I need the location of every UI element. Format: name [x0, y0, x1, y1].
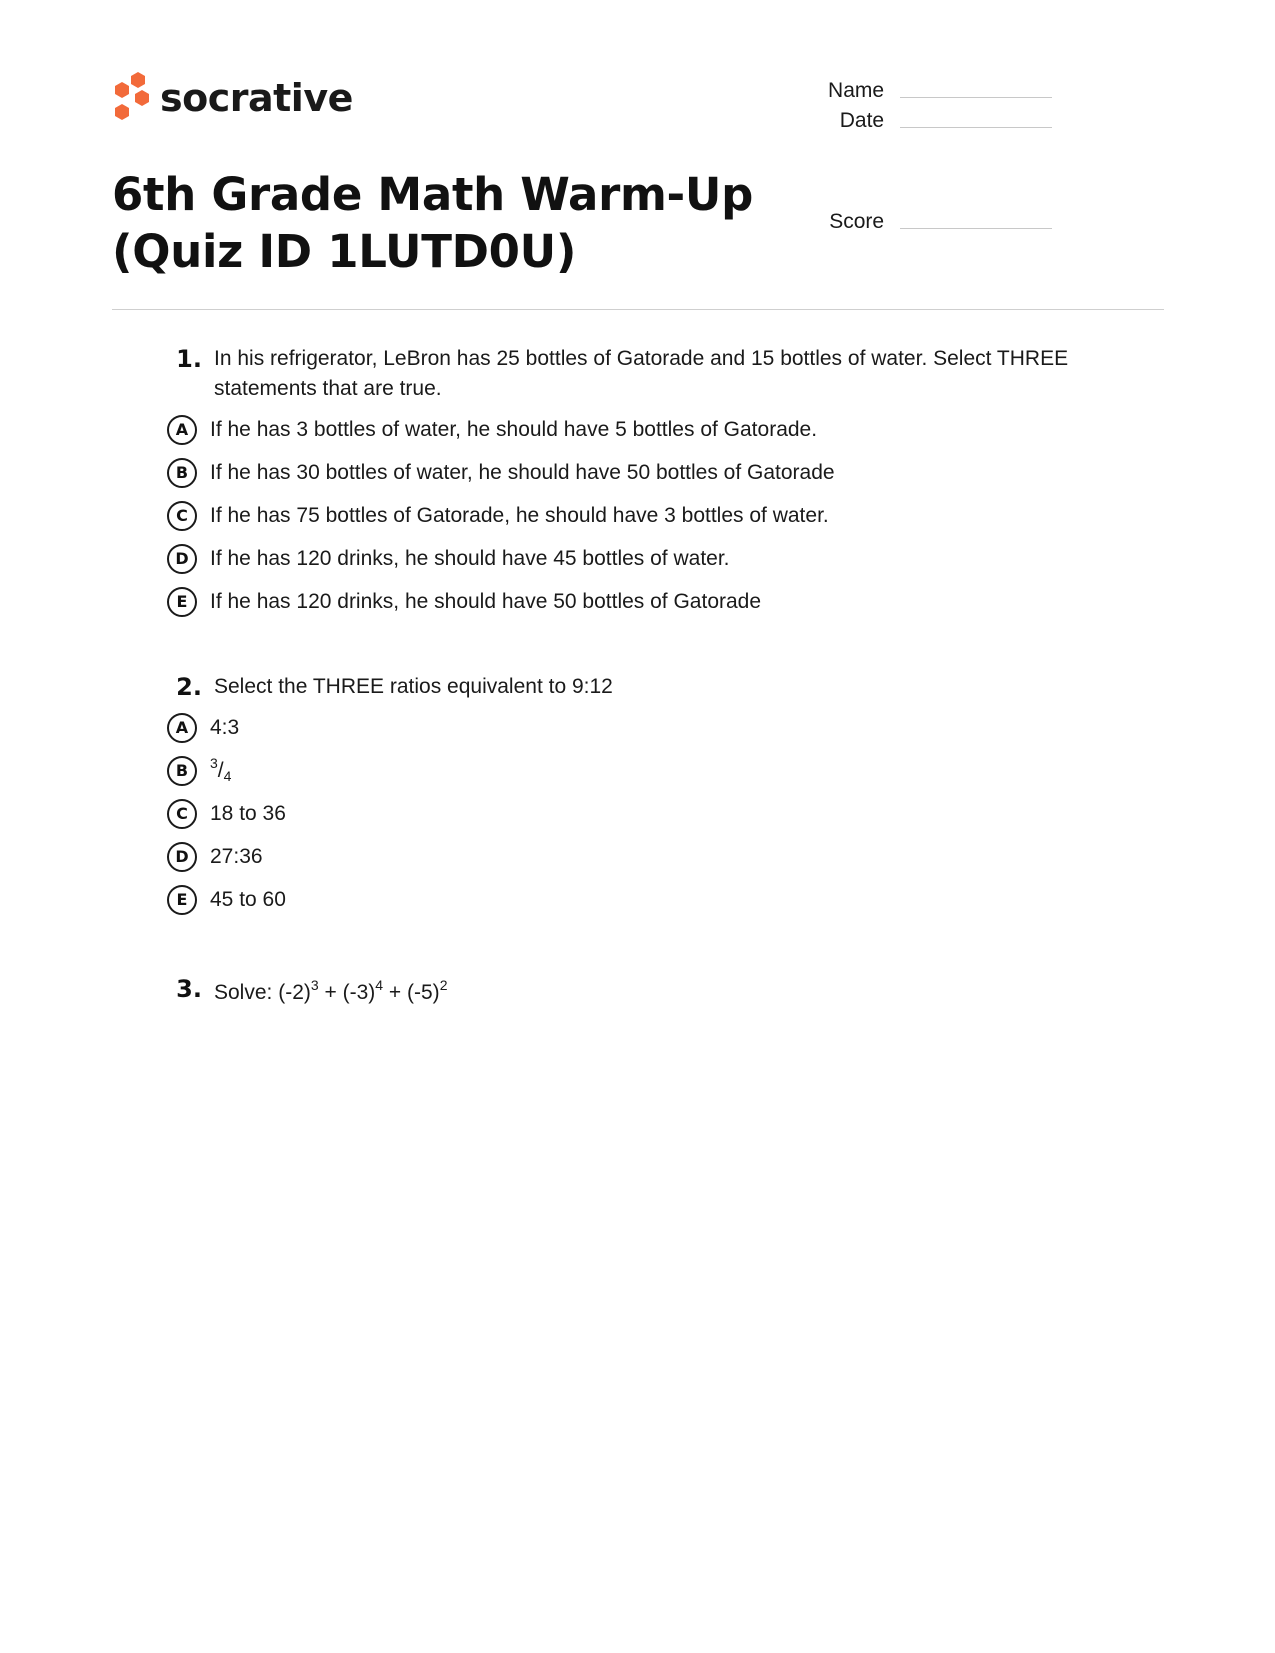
option-b[interactable] — [160, 451, 1120, 494]
term-operator: + — [383, 981, 408, 1004]
option-bubble[interactable]: A — [167, 713, 197, 743]
header-divider — [112, 309, 1164, 310]
option-b[interactable] — [160, 749, 1120, 792]
term-base: (-3) — [342, 981, 376, 1004]
date-line[interactable] — [900, 127, 1052, 128]
option-bubble[interactable]: D — [167, 842, 197, 872]
option-text: If he has 30 bottles of water, he should have 50 bottles of Gatorade — [210, 460, 835, 484]
term-exponent: 4 — [375, 977, 384, 993]
term-exponent: 3 — [310, 977, 319, 993]
option-c[interactable] — [160, 792, 1120, 835]
option-text: If he has 120 drinks, he should have 50 bottles of Gatorade — [210, 589, 762, 613]
option-a[interactable] — [160, 706, 1120, 749]
option-bubble[interactable]: D — [167, 544, 197, 574]
option-e[interactable] — [160, 878, 1120, 921]
question-number: 3. — [176, 975, 202, 1003]
option-bubble[interactable]: E — [167, 587, 197, 617]
option-a[interactable] — [160, 408, 1120, 451]
name-label: Name — [828, 79, 885, 102]
option-text: If he has 75 bottles of Gatorade, he should have 3 bottles of water. — [210, 503, 829, 527]
question-text: Select the THREE ratios equivalent to 9:12 — [214, 675, 613, 698]
term-base: (-2) — [278, 981, 311, 1004]
option-e[interactable] — [160, 580, 1120, 623]
score-line[interactable] — [900, 228, 1052, 229]
question-2 — [160, 672, 1120, 921]
option-d[interactable] — [160, 537, 1120, 580]
answer-options — [160, 706, 1120, 921]
fraction-denominator: 4 — [223, 767, 232, 784]
question-text — [214, 974, 1120, 1008]
page-title: 6th Grade Math Warm-Up (Quiz ID 1LUTD0U) — [112, 168, 754, 278]
option-bubble[interactable]: B — [167, 458, 197, 488]
option-text: 45 to 60 — [210, 887, 286, 911]
option-bubble[interactable]: C — [167, 501, 197, 531]
question-1 — [160, 344, 1120, 623]
score-field[interactable] — [0, 209, 1052, 235]
option-c[interactable] — [160, 494, 1120, 537]
fraction-slash: / — [217, 758, 224, 782]
name-line[interactable] — [900, 97, 1052, 98]
question-number: 2. — [176, 673, 202, 701]
solve-prefix: Solve: — [214, 981, 279, 1004]
option-bubble[interactable]: A — [167, 415, 197, 445]
option-text: 4:3 — [210, 715, 240, 739]
question-number: 1. — [176, 345, 202, 373]
option-bubble[interactable]: E — [167, 885, 197, 915]
option-text: If he has 120 drinks, he should have 45 bottles of water. — [210, 546, 730, 570]
term-operator: + — [318, 981, 343, 1004]
logo-wordmark: socrative — [160, 76, 353, 120]
option-text: If he has 3 bottles of water, he should have 5 bottles of Gatorade. — [210, 417, 818, 441]
answer-options — [160, 408, 1120, 623]
option-text: 27:36 — [210, 844, 263, 868]
option-d[interactable] — [160, 835, 1120, 878]
option-fraction — [210, 754, 232, 785]
date-field[interactable] — [0, 108, 1052, 134]
option-text: 18 to 36 — [210, 801, 286, 825]
name-field[interactable] — [0, 78, 1052, 104]
score-label: Score — [829, 210, 885, 233]
term-exponent: 2 — [439, 977, 448, 993]
option-bubble[interactable]: C — [167, 799, 197, 829]
question-3 — [160, 974, 1120, 1008]
question-text: In his refrigerator, LeBron has 25 bottles of Gatorade and 15 bottles of water. Select THREE statements that are true. — [214, 347, 1069, 400]
fraction-numerator: 3 — [210, 754, 218, 771]
option-bubble[interactable]: B — [167, 756, 197, 786]
date-label: Date — [839, 109, 885, 132]
term-base: (-5) — [407, 981, 440, 1004]
